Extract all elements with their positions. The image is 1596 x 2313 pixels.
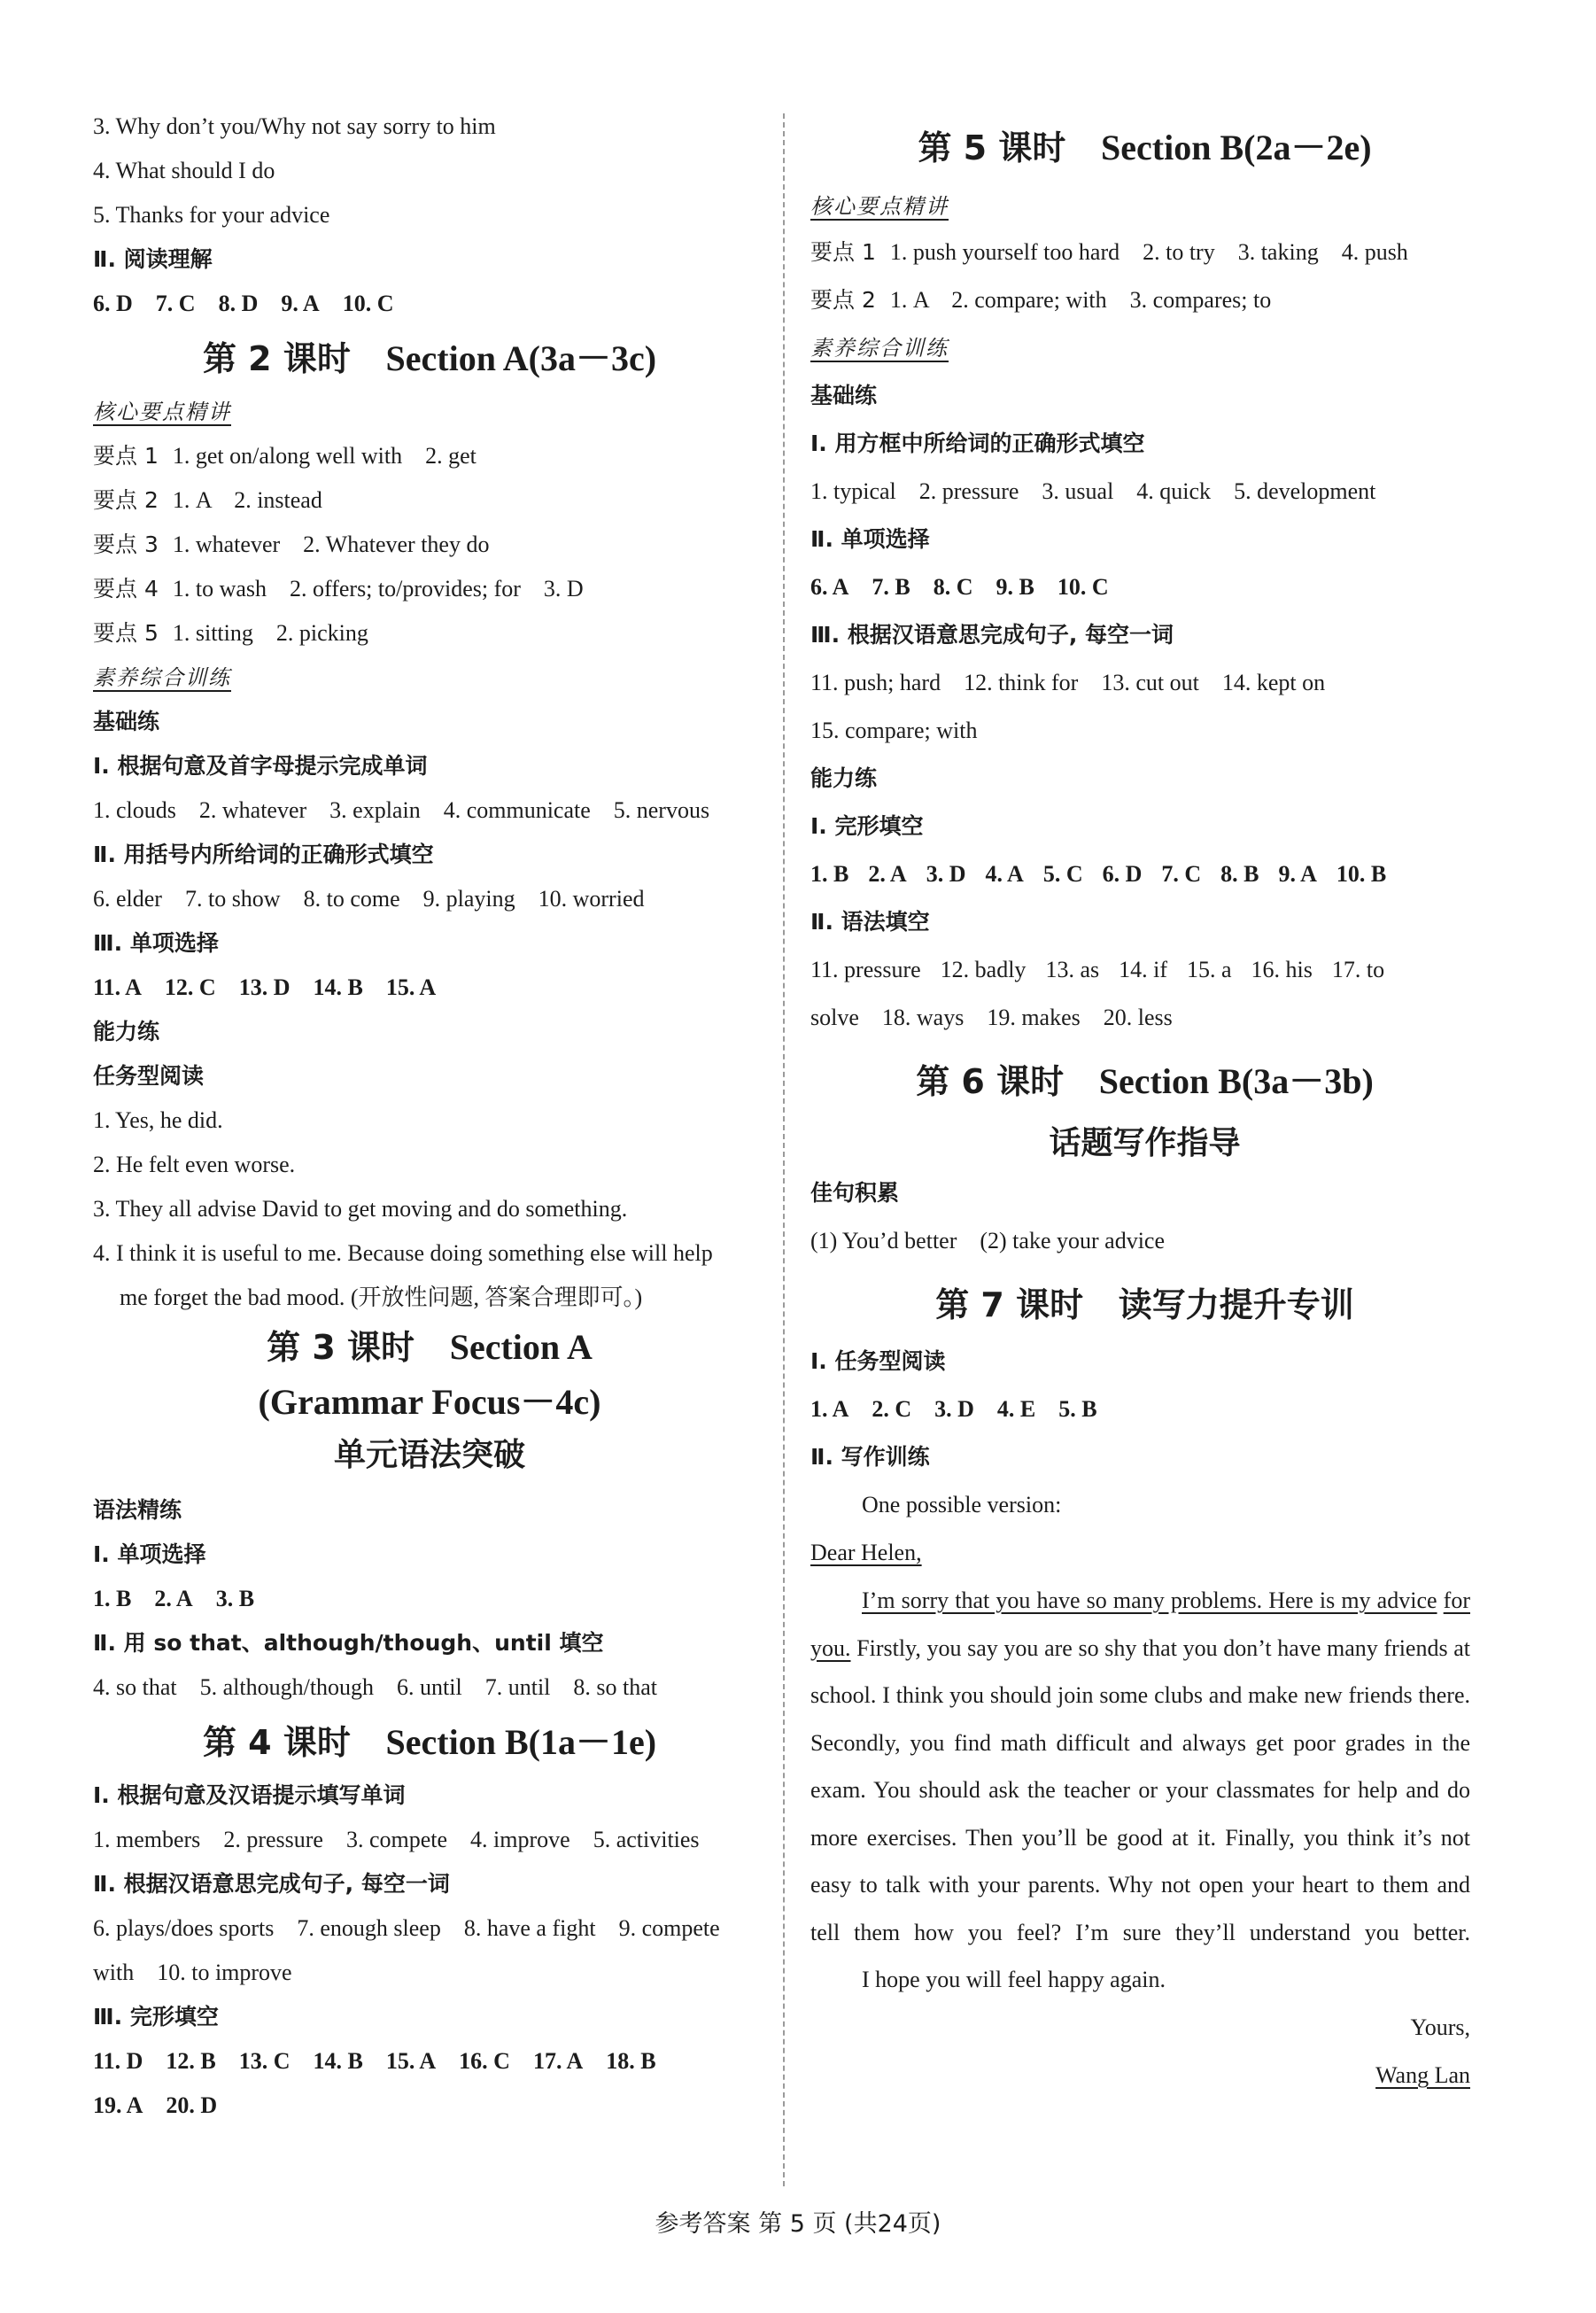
- basic-label: 基础练: [93, 709, 160, 734]
- answer: 9. A: [1278, 861, 1317, 887]
- answer: 10. worried: [538, 886, 645, 912]
- answer: 10. C: [1057, 574, 1109, 600]
- answer-row: [93, 788, 766, 833]
- answer-row: [93, 2084, 766, 2128]
- section-heading: Ⅰ. 单项选择: [93, 1541, 206, 1567]
- answer: 3. D: [934, 1396, 974, 1422]
- answer: 8. so that: [573, 1674, 657, 1700]
- letter-underlined-sentence-end: for you.: [810, 1587, 1470, 1661]
- answer: 5. although/though: [199, 1674, 375, 1700]
- letter-body: [810, 1577, 1470, 1956]
- answer: 15. A: [385, 974, 437, 1000]
- answer: 12. B: [166, 2048, 216, 2074]
- key-point-text: 1. push yourself too hard 2. to try 3. taking 4. push: [889, 239, 1408, 265]
- answer: 17. to: [1331, 957, 1385, 982]
- answer: 3. D: [926, 861, 966, 887]
- answer: 14. B: [313, 974, 363, 1000]
- answer: 9. playing: [422, 886, 515, 912]
- training-label: 素养综合训练: [93, 665, 231, 690]
- letter-closing: Yours,: [1410, 2014, 1470, 2040]
- lesson-title-cn: 第 4 课时: [202, 1723, 351, 1762]
- key-point-label: 要点 4: [93, 576, 159, 602]
- key-point-label: 要点 5: [93, 620, 159, 646]
- answer: 13. C: [238, 2048, 291, 2074]
- answer-row: [93, 282, 766, 326]
- section-heading: Ⅰ. 根据句意及汉语提示填写单词: [93, 1782, 406, 1808]
- answer: 11. D: [93, 2048, 143, 2074]
- section-heading: Ⅱ. 写作训练: [810, 1444, 930, 1470]
- section-heading: Ⅱ. 阅读理解: [93, 246, 213, 272]
- answer: 16. his: [1251, 957, 1313, 982]
- lesson-subtitle-en: (Grammar Focus－4c): [258, 1382, 601, 1422]
- answer: 3. compete: [345, 1827, 448, 1852]
- answer: 2. pressure: [918, 478, 1019, 504]
- answer-line: 3. They all advise David to get moving and do something.: [93, 1196, 628, 1222]
- answer: 1. A: [810, 1396, 849, 1422]
- section-heading: Ⅰ. 完形填空: [810, 813, 924, 839]
- column-divider: [783, 113, 785, 2186]
- answer-row: [810, 1385, 1479, 1433]
- lesson-title-cn: 第 7 课时: [935, 1285, 1084, 1324]
- answer: 10. C: [342, 291, 394, 316]
- answer: 4. A: [985, 861, 1024, 887]
- answer-line: 15. compare; with: [810, 718, 978, 743]
- answer: 5. development: [1234, 478, 1376, 504]
- answer: 7. to show: [184, 886, 281, 912]
- answer: 7. C: [1161, 861, 1202, 887]
- answer-line: 2. He felt even worse.: [93, 1152, 296, 1177]
- answer: 9. B: [996, 574, 1034, 600]
- answer: 13. cut out: [1101, 670, 1199, 695]
- answer: 14. if: [1119, 957, 1167, 982]
- lesson-title-en: Section A(3a－3c): [385, 338, 657, 378]
- answer: 1. clouds: [93, 797, 176, 823]
- section-heading: Ⅲ. 完形填空: [93, 2004, 219, 2030]
- sentence-label: 佳句积累: [810, 1180, 900, 1206]
- key-point-text: 1. get on/along well with 2. get: [172, 443, 476, 469]
- answer: 15. a: [1187, 957, 1232, 982]
- answer: 2. A: [868, 861, 907, 887]
- answer: 11. push; hard: [810, 670, 941, 695]
- key-point-label: 要点 1: [93, 443, 159, 469]
- key-point-label: 要点 2: [810, 287, 876, 313]
- answer-line: 4. What should I do: [93, 158, 275, 183]
- key-point-text: 1. A 2. compare; with 3. compares; to: [889, 287, 1272, 313]
- answer: 15. A: [385, 2048, 437, 2074]
- ability-label: 能力练: [93, 1019, 160, 1044]
- answer: 13. D: [238, 974, 291, 1000]
- section-heading: Ⅰ. 根据句意及首字母提示完成单词: [93, 753, 428, 779]
- key-point-row: [810, 229, 1479, 276]
- ability-label: 能力练: [810, 765, 878, 791]
- answer: 6. D: [93, 291, 133, 316]
- answer-row: [93, 1577, 766, 1621]
- answer: 19. makes: [987, 1005, 1081, 1030]
- answer-row: [93, 2039, 766, 2084]
- grammar-label: 语法精练: [93, 1497, 182, 1523]
- task-reading-label: 任务型阅读: [93, 1063, 205, 1089]
- answer: 9. A: [281, 291, 320, 316]
- answer: 4. improve: [470, 1827, 570, 1852]
- answer: 4. quick: [1136, 478, 1212, 504]
- answer: 12. badly: [940, 957, 1027, 982]
- key-point-text: 1. A 2. instead: [172, 487, 322, 513]
- answer: 7. C: [155, 291, 196, 316]
- version-label: One possible version:: [862, 1492, 1062, 1517]
- answer: 19. A: [93, 2092, 143, 2118]
- answer: 6. elder: [93, 886, 162, 912]
- key-point-text: 1. sitting 2. picking: [172, 620, 368, 646]
- answer-row: [93, 966, 766, 1010]
- section-heading: Ⅱ. 用括号内所给词的正确形式填空: [93, 842, 434, 867]
- key-point-label: 要点 3: [93, 532, 159, 557]
- lesson-title: [810, 120, 1479, 175]
- lesson-title: [810, 1054, 1479, 1109]
- answer: 1. B: [93, 1586, 132, 1611]
- lesson-title: [93, 331, 766, 386]
- key-point-label: 要点 2: [93, 487, 159, 513]
- answer: 2. whatever: [198, 797, 307, 823]
- answer: 4. E: [996, 1396, 1036, 1422]
- key-point-text: 1. whatever 2. Whatever they do: [172, 532, 490, 557]
- answer: 8. B: [1220, 861, 1259, 887]
- answer-row: [810, 994, 1479, 1042]
- answer-line: 3. Why don’t you/Why not say sorry to him: [93, 113, 496, 139]
- letter-underlined-sentence: I’m sorry that you have so many problems. Here is my advice: [862, 1587, 1437, 1613]
- key-point-row: [93, 434, 766, 478]
- answer-line: with 10. to improve: [93, 1960, 292, 1985]
- section-heading: Ⅱ. 根据汉语意思完成句子, 每空一词: [93, 1871, 450, 1897]
- letter-greeting: Dear Helen,: [810, 1540, 922, 1565]
- answer-row: [93, 1818, 766, 1862]
- section-heading: Ⅲ. 根据汉语意思完成句子, 每空一词: [810, 622, 1174, 648]
- answer: 3. B: [215, 1586, 255, 1611]
- key-point-row: [93, 611, 766, 656]
- answer: 1. typical: [810, 478, 896, 504]
- lesson-title-en: Section A: [449, 1327, 593, 1367]
- section-heading: Ⅰ. 任务型阅读: [810, 1348, 946, 1374]
- core-points-label: 核心要点精讲: [810, 194, 949, 219]
- answer: 8. to come: [303, 886, 400, 912]
- section-heading: Ⅲ. 单项选择: [93, 930, 219, 956]
- answer: 5. activities: [593, 1827, 700, 1852]
- answer: 8. C: [933, 574, 973, 600]
- answer: 16. C: [459, 2048, 510, 2074]
- lesson-title: [93, 1320, 766, 1375]
- answer: 6. A: [810, 574, 849, 600]
- answer-line: 5. Thanks for your advice: [93, 202, 330, 228]
- core-points-label: 核心要点精讲: [93, 400, 231, 424]
- answer: solve: [810, 1005, 859, 1030]
- answer: 4. so that: [93, 1674, 177, 1700]
- answer: 5. C: [1042, 861, 1083, 887]
- answer: 18. ways: [881, 1005, 965, 1030]
- answer: 7. B: [872, 574, 910, 600]
- lesson-title-cn: 第 2 课时: [202, 339, 351, 378]
- answer: 8. D: [218, 291, 259, 316]
- answer: 20. less: [1103, 1005, 1173, 1030]
- key-point-row: [93, 567, 766, 611]
- answer-line: 6. plays/does sports 7. enough sleep 8. have a fight 9. compete: [93, 1915, 720, 1941]
- lesson-title-cn: 第 6 课时: [916, 1062, 1065, 1101]
- answer-line: (1) You’d better (2) take your advice: [810, 1228, 1165, 1254]
- answer: 6. D: [1102, 861, 1143, 887]
- lesson-title-cn: 第 5 课时: [918, 128, 1066, 167]
- answer: 2. C: [872, 1396, 912, 1422]
- letter-signature: Wang Lan: [1375, 2062, 1470, 2088]
- left-column: [93, 105, 766, 2128]
- right-column: [810, 105, 1479, 2100]
- key-point-row: [93, 478, 766, 523]
- lesson-title-cn: 第 3 课时: [267, 1328, 415, 1367]
- answer: 5. B: [1058, 1396, 1097, 1422]
- answer: 11. pressure: [810, 957, 921, 982]
- letter-body-text: Firstly, you say you are so shy that you don’t have many friends at school. I think you should join some clubs and make new friends there. Secondly, you find math difficult and always get poor grades in the exam. You should ask the teacher or your classmates for help and do more exercises. Then you’ll be good at it. Finally, you think it’s not easy to talk with your parents. Why not open your heart to them and tell them how you feel? I’m sure they’ll understand you better.: [810, 1634, 1470, 1945]
- answer: 17. A: [532, 2048, 584, 2074]
- section-heading: Ⅱ. 语法填空: [810, 909, 930, 935]
- answer: 6. until: [397, 1674, 462, 1700]
- section-heading: Ⅱ. 单项选择: [810, 526, 930, 552]
- answer: 1. B: [810, 861, 849, 887]
- answer: 3. explain: [329, 797, 421, 823]
- section-heading: Ⅱ. 用 so that、although/though、until 填空: [93, 1630, 604, 1656]
- key-point-row: [93, 523, 766, 567]
- answer-line: 4. I think it is useful to me. Because doing something else will help: [93, 1240, 713, 1266]
- answer-row: [93, 1665, 766, 1710]
- letter-closing-line: I hope you will feel happy again.: [862, 1967, 1166, 1992]
- answer: 7. until: [484, 1674, 551, 1700]
- lesson-title-en: Section B(3a－3b): [1098, 1061, 1374, 1101]
- lesson-subtitle: 话题写作指导: [1049, 1125, 1241, 1161]
- answer: 14. B: [313, 2048, 363, 2074]
- answer: 3. usual: [1042, 478, 1114, 504]
- answer-row: [810, 563, 1479, 611]
- answer: 5. nervous: [613, 797, 710, 823]
- answer: 10. B: [1336, 861, 1387, 887]
- key-point-label: 要点 1: [810, 239, 876, 265]
- answer: 11. A: [93, 974, 142, 1000]
- answer: 4. communicate: [443, 797, 591, 823]
- answer-row: [810, 468, 1479, 516]
- lesson-title: [93, 1715, 766, 1770]
- answer-row: [810, 850, 1479, 898]
- key-point-text: 1. to wash 2. offers; to/provides; for 3. D: [172, 576, 584, 602]
- lesson-title-en: Section B(1a－1e): [385, 1722, 657, 1762]
- answer: 12. think for: [964, 670, 1079, 695]
- answer: 13. as: [1045, 957, 1100, 982]
- answer: 18. B: [606, 2048, 656, 2074]
- answer-row: [810, 659, 1479, 707]
- basic-label: 基础练: [810, 383, 878, 408]
- lesson-title: [810, 1277, 1479, 1332]
- answer: 1. members: [93, 1827, 201, 1852]
- section-heading: Ⅰ. 用方框中所给词的正确形式填空: [810, 431, 1145, 456]
- answer-row: [93, 877, 766, 921]
- lesson-title-en: Section B(2a－2e): [1101, 128, 1372, 167]
- lesson-title-rest: 读写力提升专训: [1118, 1285, 1354, 1324]
- training-label: 素养综合训练: [810, 336, 949, 361]
- answer: 2. A: [154, 1586, 193, 1611]
- key-point-row: [810, 276, 1479, 324]
- page-footer: 参考答案 第 5 页 (共24页): [655, 2210, 941, 2238]
- lesson-subtitle: 单元语法突破: [333, 1437, 525, 1473]
- answer: 14. kept on: [1221, 670, 1326, 695]
- answer: 12. C: [164, 974, 216, 1000]
- answer-line: me forget the bad mood. (开放性问题, 答案合理即可。): [120, 1285, 643, 1310]
- answer-row: [810, 946, 1479, 994]
- answer: 20. D: [166, 2092, 218, 2118]
- answer: 2. pressure: [223, 1827, 323, 1852]
- answer-line: 1. Yes, he did.: [93, 1107, 223, 1133]
